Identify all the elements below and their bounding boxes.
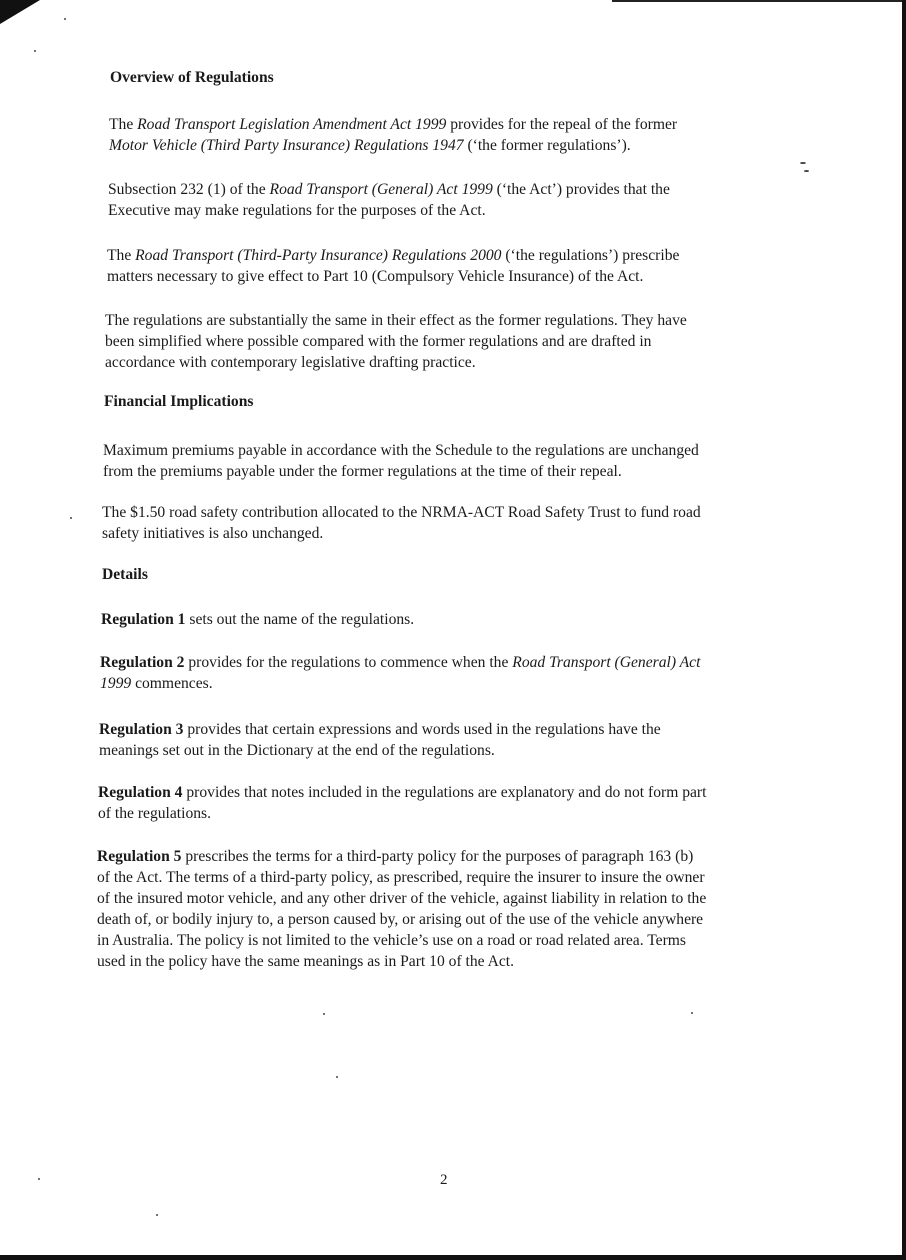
scan-speck (156, 1214, 158, 1216)
scan-edge-bottom (0, 1255, 906, 1260)
scan-speck (323, 1013, 325, 1015)
financial-paragraph-2: The $1.50 road safety contribution allocated to the NRMA-ACT Road Safety Trust to fund road safety initiatives is also unchanged. (102, 504, 701, 542)
overview-paragraph-4: The regulations are substantially the same in their effect as the former regulations. They have been simplified where possible compared with the former regulations and are drafted in accordance with contemporary legislative drafting practice. (105, 312, 687, 371)
regulation-3: Regulation 3 provides that certain expressions and words used in the regulations have the meanings set out in the Dictionary at the end of the regulations. (99, 721, 661, 759)
section-heading-details: Details (102, 566, 148, 583)
regulation-4: Regulation 4 provides that notes included in the regulations are explanatory and do not form part of the regulations. (98, 784, 707, 822)
scan-edge-top (612, 0, 906, 2)
scan-speck (691, 1012, 693, 1014)
scan-speck (336, 1076, 338, 1078)
scan-speck (64, 18, 66, 20)
scan-edge-right (902, 0, 906, 1260)
regulation-5: Regulation 5 prescribes the terms for a third-party policy for the purposes of paragraph 163 (b) of the Act. The terms of a third-party policy, as prescribed, require the insurer to insure the owner of the insured motor vehicle, and any other driver of the vehicle, against liability in relation to the death of, or bodily injury to, a person caused by, or arising out of the use of the vehicle anywhere in Australia. The policy is not limited to the vehicle’s use on a road or road related area. Terms used in the policy have the same meanings as in Part 10 of the Act. (97, 848, 707, 970)
overview-paragraph-3: The Road Transport (Third-Party Insurance) Regulations 2000 (‘the regulations’) prescribe matters necessary to give effect to Part 10 (Compulsory Vehicle Insurance) of the Act. (107, 247, 680, 285)
scan-speck (70, 517, 72, 519)
scan-speck (34, 50, 36, 52)
section-heading-overview: Overview of Regulations (110, 69, 274, 86)
financial-paragraph-1: Maximum premiums payable in accordance with the Schedule to the regulations are unchanged from the premiums payable under the former regulations at the time of their repeal. (103, 442, 699, 480)
overview-paragraph-2: Subsection 232 (1) of the Road Transport (General) Act 1999 (‘the Act’) provides that the Executive may make regulations for the purposes of the Act. (108, 181, 670, 219)
regulation-1: Regulation 1 sets out the name of the regulations. (101, 611, 415, 628)
scan-corner-mark (0, 0, 40, 24)
overview-paragraph-1: The Road Transport Legislation Amendment Act 1999 provides for the repeal of the former Motor Vehicle (Third Party Insurance) Regulations 1947 (‘the former regulations’). (109, 116, 678, 154)
regulation-2: Regulation 2 provides for the regulations to commence when the Road Transport (General) Act 1999 commences. (100, 654, 701, 692)
scan-speck (804, 170, 809, 172)
scan-speck (800, 162, 806, 164)
section-heading-financial: Financial Implications (104, 393, 254, 410)
page-number: 2 (440, 1172, 448, 1188)
scan-speck (38, 1178, 40, 1180)
